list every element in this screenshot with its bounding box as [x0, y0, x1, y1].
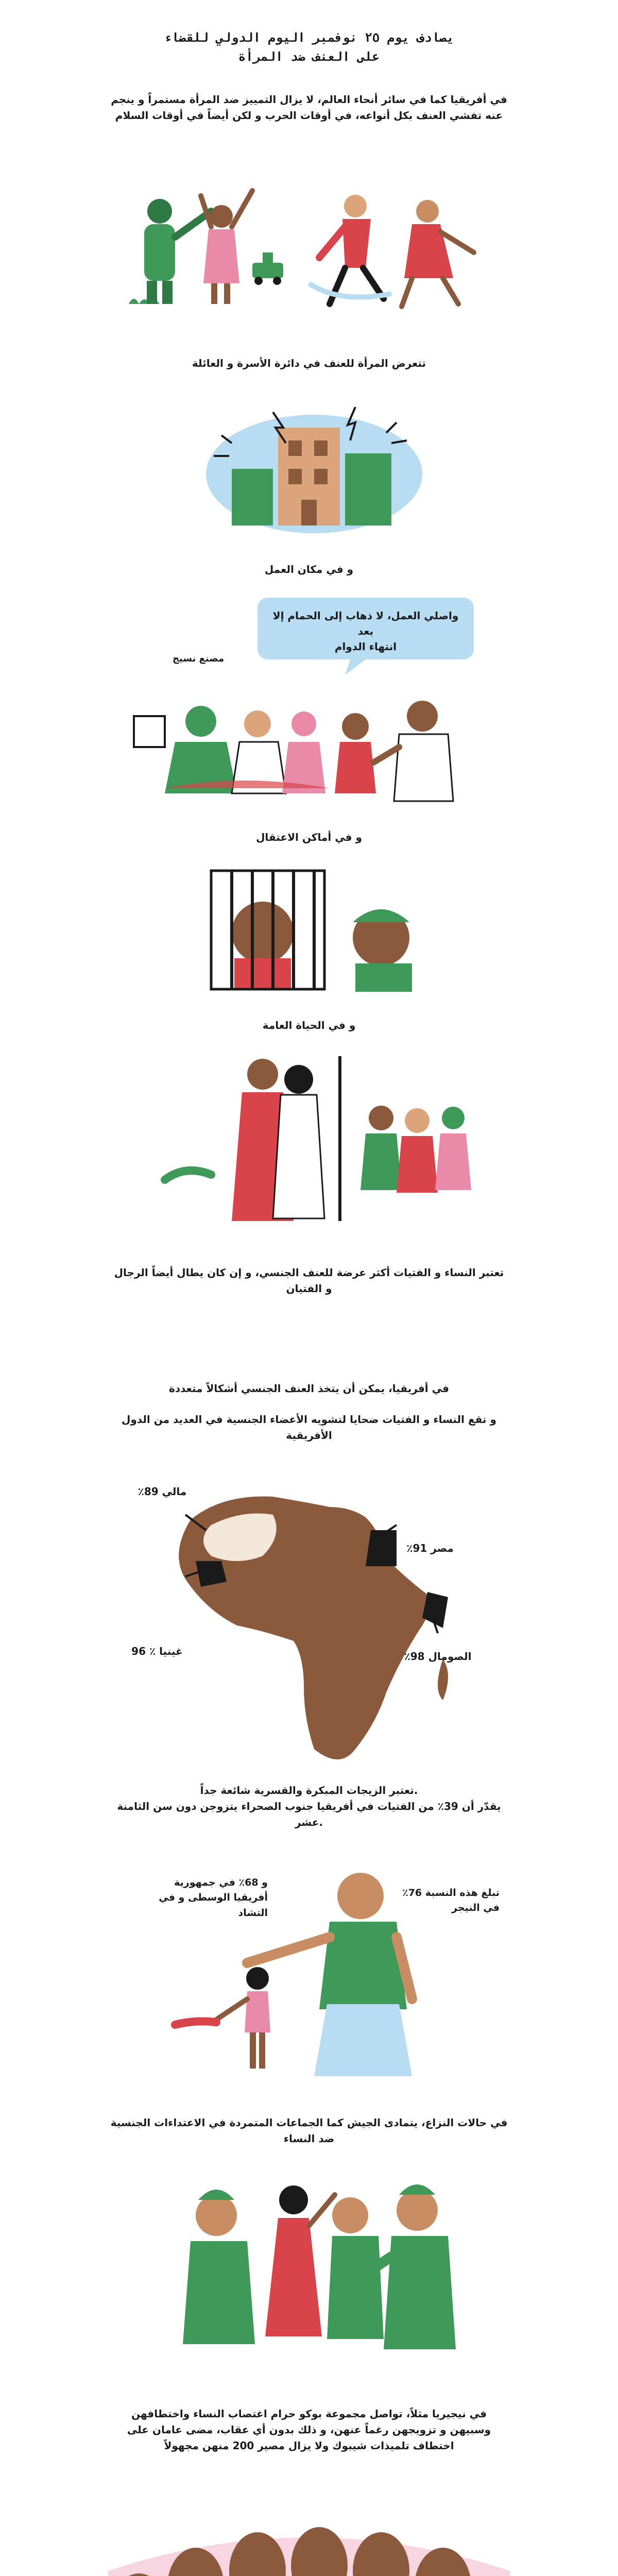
- conflict-text: [77, 2115, 541, 2147]
- car-line-2: أفريقيا الوسطى و في: [159, 1892, 268, 1904]
- speech-line-1: واصلي العمل، لا ذهاب إلى الحمام إلا بعد: [272, 609, 459, 637]
- guard-figure: [353, 909, 412, 992]
- car-line-3: التشاد: [238, 1907, 268, 1919]
- scene-family-house: [201, 392, 427, 546]
- scene-public: [154, 1051, 474, 1226]
- fgm-text: [77, 1412, 541, 1444]
- label-somalia: الصومال 98٪: [404, 1650, 472, 1663]
- workplace-caption: و في مكان العمل: [264, 563, 354, 575]
- scene-schoolgirls: [108, 2509, 510, 2576]
- label-mali: مالي 89٪: [138, 1485, 187, 1498]
- intro-line-1: في أفريقيا كما في سائر أنحاء العالم، لا يزال التمييز ضد المرأة مستمراً و ينجم: [111, 93, 507, 106]
- scene-detention: [191, 866, 438, 994]
- conflict-line-2: ضد النساء: [283, 2132, 335, 2145]
- sexual-violence-line-2: و الفتيان: [286, 1282, 332, 1295]
- intro-text: [62, 92, 556, 124]
- public-caption: و في الحياة العامة: [262, 1019, 356, 1031]
- nigeria-line-2: وسبيهن و تزويجهن رغماً عنهن، و ذلك بدون أي عقاب، مضى عامان على: [127, 2424, 491, 2436]
- scene-conflict: [175, 2169, 464, 2375]
- page-title: [154, 28, 464, 66]
- marriage-line-3: .عشر: [295, 1816, 323, 1828]
- running-woman-figure: [402, 200, 474, 307]
- label-guinea: غينيا ٪ 96: [131, 1645, 183, 1657]
- title-line-2: على العنف ضد المرأة: [238, 49, 380, 64]
- man-figure: [319, 195, 384, 304]
- car-line-1: و 68٪ في جمهورية: [174, 1877, 268, 1888]
- scene-marriage: [165, 1865, 464, 2081]
- scene-war-peace: [124, 175, 494, 319]
- title-line-1: يصادف يوم ٢٥ نوفمبر اليوم الدولي للقضاء: [164, 30, 454, 45]
- intro-line-2: عنه تفشي العنف بكل أنواعه، في أوقات الحرب و لكن أيضاً في أوقات السلام: [115, 109, 503, 122]
- niger-line-1: تبلغ هذه النسبة 76٪: [402, 1887, 500, 1899]
- speech-bubble: [258, 592, 474, 675]
- marriage-line-1: .تعتبر الزيجات المبكرة والقسرية شائعة جداً: [200, 1784, 418, 1797]
- forms-caption: في أفريقيا، يمكن أن يتخذ العنف الجنسي أشكالاً متعددة: [169, 1382, 449, 1395]
- factory-label: مصنع نسيج: [172, 653, 225, 664]
- niger-line-2: في النيجر: [452, 1902, 500, 1914]
- label-egypt: مصر 91٪: [406, 1542, 454, 1554]
- marriage-line-2: يقدّر أن 39٪ من الفتيات في أفريقيا جنوب الصحراء يتزوجن دون سن الثامنة: [117, 1800, 501, 1812]
- africa-map: [129, 1473, 489, 1762]
- detention-caption: و في أماكن الاعتقال: [256, 831, 362, 843]
- soldier-figure: [144, 199, 211, 304]
- nigeria-line-1: في نيجيريا مثلاً، تواصل مجموعة بوكو حرام اغتصاب النساء واختطافهن: [131, 2408, 487, 2420]
- sexual-violence-text: [77, 1265, 541, 1297]
- sewing-machine-icon: [134, 716, 165, 747]
- fgm-line-1: و تقع النساء و الفتيات ضحايا لتشويه الأعضاء الجنسية في العديد من الدول: [122, 1413, 496, 1426]
- tank-icon: [252, 252, 283, 285]
- marriage-text: [77, 1783, 541, 1831]
- family-caption: تتعرض المرأة للعنف في دائرة الأسرة و العائلة: [192, 357, 426, 369]
- woman-figure: [201, 191, 252, 304]
- nigeria-text: [77, 2406, 541, 2454]
- fgm-line-2: الأفريقية: [286, 1429, 332, 1442]
- conflict-line-1: في حالات النزاع، يتمادى الجيش كما الجماعات المتمردة في الاعتداءات الجنسية: [110, 2116, 508, 2129]
- nigeria-line-3: اختطاف تلميذات شيبوك ولا يزال مصير 200 منهن مجهولاً: [164, 2439, 454, 2452]
- sexual-violence-line-1: تعتبر النساء و الفتيات أكثر عرضة للعنف الجنسي، و إن كان يطال أيضاً الرجال: [114, 1266, 504, 1279]
- speech-line-2: انتهاء الدوام: [334, 640, 397, 653]
- scene-workplace: [118, 685, 500, 809]
